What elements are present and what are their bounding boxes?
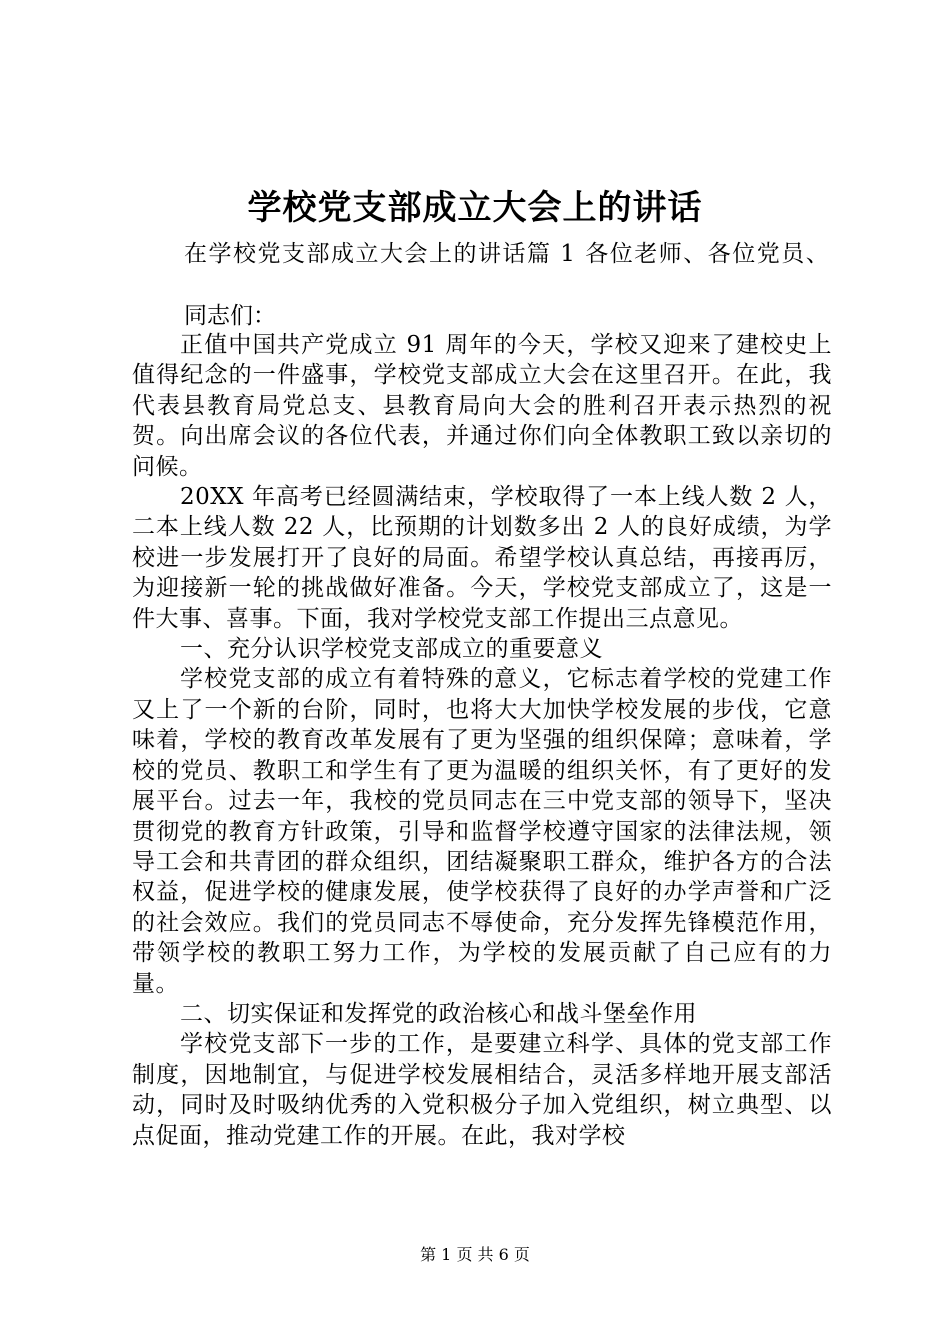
section-heading: 一、充分认识学校党支部成立的重要意义	[180, 636, 603, 663]
document-body	[132, 330, 832, 1151]
salutation: 同志们：	[184, 303, 276, 329]
section-heading: 二、切实保证和发挥党的政治核心和战斗堡垒作用	[180, 1000, 697, 1027]
paragraph: 学校党支部的成立有着特殊的意义，它标志着学校的党建工作又上了一个新的台阶，同时，也将大大加快学校发展的步伐，它意味着，学校的教育改革发展有了更为坚强的组织保障；意味着，学校的党员、教职工和学生有了更为温暖的组织关怀，有了更好的发展平台。过去一年，我校的党员同志在三中党支部的领导下，坚决贯彻党的教育方针政策，引导和监督学校遵守国家的法律法规，领导工会和共青团的群众组织，团结凝聚职工群众，维护各方的合法权益，促进学校的健康发展，使学校获得了良好的办学声誉和广泛的社会效应。我们的党员同志不辱使命，充分发挥先锋模范作用，带领学校的教职工努力工作，为学校的发展贡献了自己应有的力量。	[132, 666, 832, 997]
document-title: 学校党支部成立大会上的讲话	[247, 188, 703, 228]
paragraph: 20XX 年高考已经圆满结束，学校取得了一本上线人数 2 人，二本上线人数 22 人，比预期的计划数多出 2 人的良好成绩，为学校进一步发展打开了良好的局面。希望学校认真总结，再接再厉，为迎接新一轮的挑战做好准备。今天，学校党支部成立了，这是一件大事、喜事。下面，我对学校党支部工作提出三点意见。	[132, 484, 832, 632]
intro-line: 在学校党支部成立大会上的讲话篇 1 各位老师、各位党员、	[184, 241, 831, 267]
page-footer: 第 1 页 共 6 页	[420, 1245, 530, 1264]
paragraph: 正值中国共产党成立 91 周年的今天，学校又迎来了建校史上值得纪念的一件盛事，学校党支部成立大会在这里召开。在此，我代表县教育局党总支、县教育局向大会的胜利召开表示热烈的祝贺。向出席会议的各位代表，并通过你们向全体教职工致以亲切的问候。	[132, 332, 832, 480]
paragraph: 学校党支部下一步的工作，是要建立科学、具体的党支部工作制度，因地制宜，与促进学校发展相结合，灵活多样地开展支部活动，同时及时吸纳优秀的入党积极分子加入党组织，树立典型、以点促面，推动党建工作的开展。在此，我对学校	[132, 1031, 832, 1149]
